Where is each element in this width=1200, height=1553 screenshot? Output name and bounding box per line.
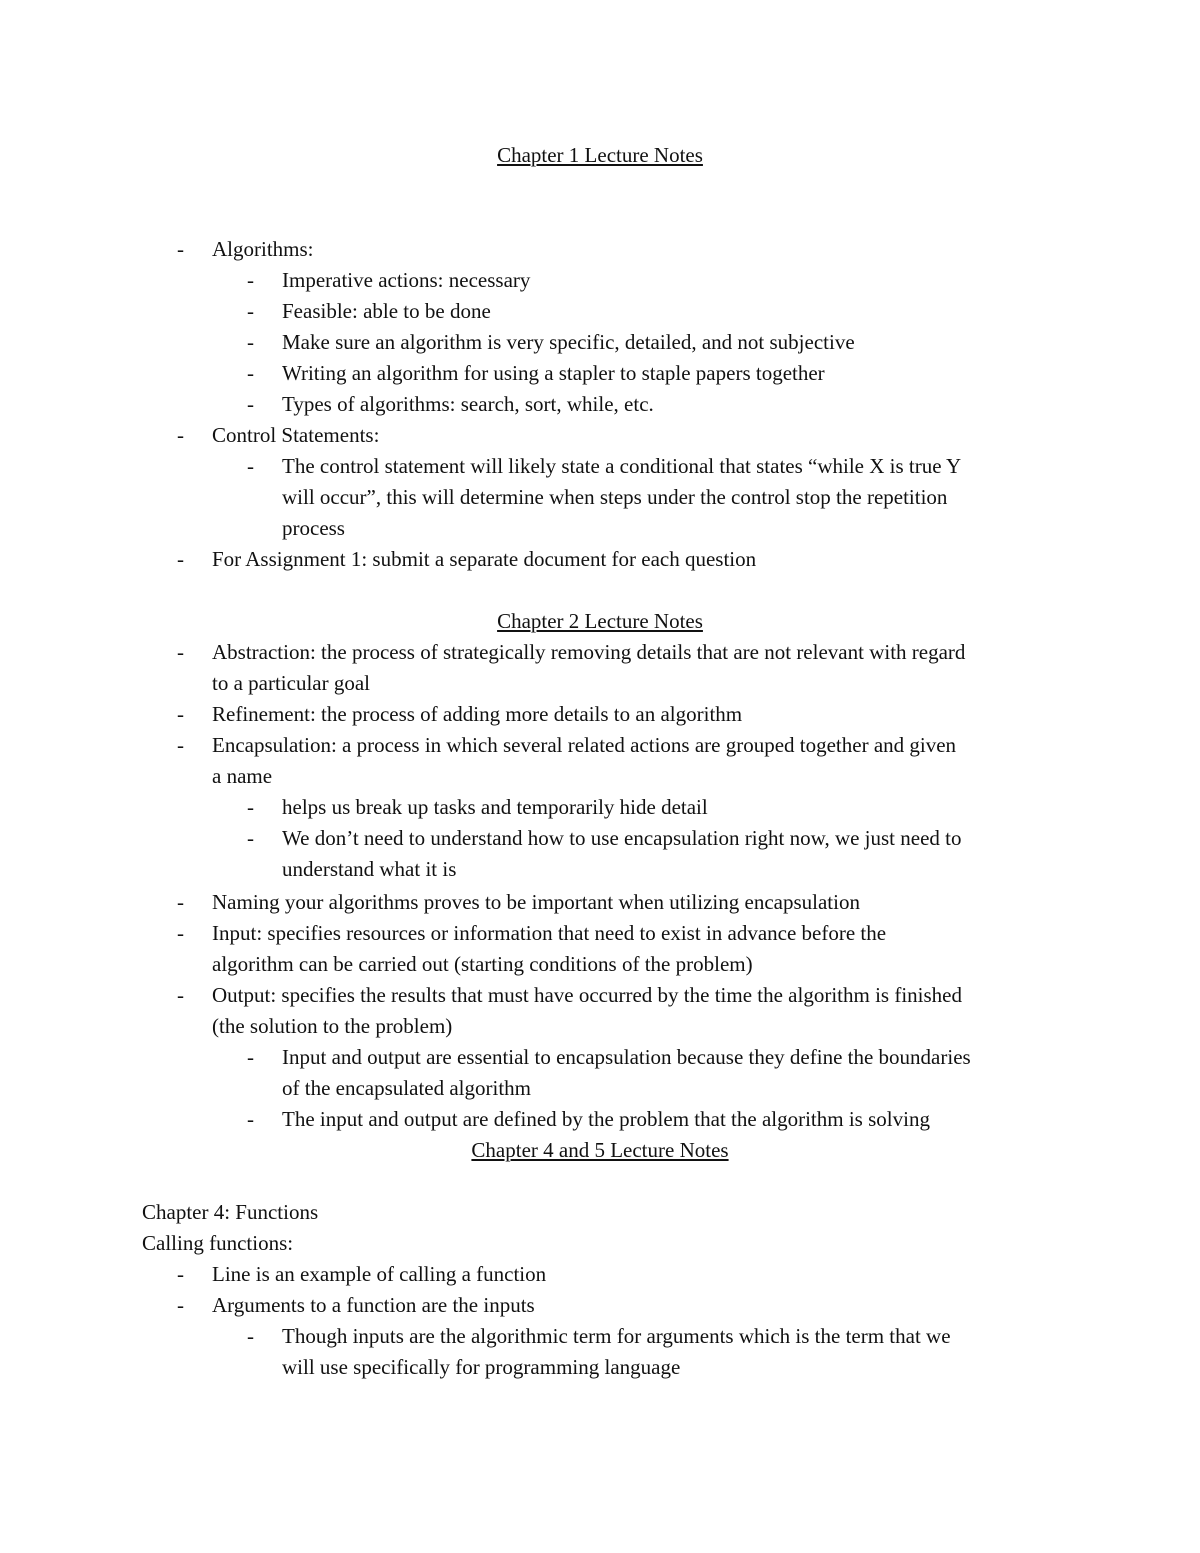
list-item: Feasible: able to be done	[282, 299, 491, 323]
list-item-continuation: will use specifically for programming language	[282, 1355, 681, 1379]
bullet-dash: -	[247, 1324, 254, 1348]
list-item: The control statement will likely state a conditional that states “while X is true Y	[282, 454, 962, 478]
list-item: helps us break up tasks and temporarily hide detail	[282, 795, 708, 819]
list-item: The input and output are defined by the problem that the algorithm is solving	[282, 1107, 930, 1131]
list-item: Output: specifies the results that must have occurred by the time the algorithm is finished	[212, 983, 962, 1007]
control-statements-label: Control Statements:	[212, 423, 380, 447]
list-item: Encapsulation: a process in which several related actions are grouped together and given	[212, 733, 957, 757]
list-item: Naming your algorithms proves to be important when utilizing encapsulation	[212, 890, 860, 914]
bullet-dash: -	[177, 983, 184, 1007]
bullet-dash: -	[177, 1262, 184, 1286]
assignment-note: For Assignment 1: submit a separate document for each question	[212, 547, 757, 571]
list-item-continuation: a name	[212, 764, 273, 788]
bullet-dash: -	[247, 1045, 254, 1069]
bullet-dash: -	[247, 330, 254, 354]
bullet-dash: -	[177, 547, 184, 571]
list-item: Refinement: the process of adding more details to an algorithm	[212, 702, 743, 726]
chapter-2-title: Chapter 2 Lecture Notes	[497, 609, 703, 633]
bullet-dash: -	[247, 299, 254, 323]
list-item: Writing an algorithm for using a stapler to staple papers together	[282, 361, 825, 385]
bullet-dash: -	[177, 423, 184, 447]
bullet-dash: -	[177, 640, 184, 664]
list-item: Input and output are essential to encapsulation because they define the boundaries	[282, 1045, 971, 1069]
list-item: Make sure an algorithm is very specific, detailed, and not subjective	[282, 330, 855, 354]
bullet-dash: -	[247, 361, 254, 385]
bullet-dash: -	[247, 392, 254, 416]
list-item-continuation: (the solution to the problem)	[212, 1014, 453, 1038]
bullet-dash: -	[177, 921, 184, 945]
list-item-continuation: understand what it is	[282, 857, 457, 881]
list-item-continuation: process	[282, 516, 345, 540]
bullet-dash: -	[247, 795, 254, 819]
chapter-4-subtitle: Chapter 4: Functions	[142, 1200, 319, 1224]
list-item-continuation: to a particular goal	[212, 671, 371, 695]
list-item: Imperative actions: necessary	[282, 268, 531, 292]
chapter-1-title: Chapter 1 Lecture Notes	[497, 143, 703, 167]
list-item: Arguments to a function are the inputs	[212, 1293, 535, 1317]
bullet-dash: -	[177, 237, 184, 261]
list-item: We don’t need to understand how to use encapsulation right now, we just need to	[282, 826, 962, 850]
bullet-dash: -	[177, 702, 184, 726]
bullet-dash: -	[177, 1293, 184, 1317]
bullet-dash: -	[247, 454, 254, 478]
bullet-dash: -	[177, 890, 184, 914]
algorithms-label: Algorithms:	[212, 237, 314, 261]
bullet-dash: -	[247, 826, 254, 850]
list-item: Line is an example of calling a function	[212, 1262, 547, 1286]
calling-functions-label: Calling functions:	[142, 1231, 294, 1255]
list-item-continuation: will occur”, this will determine when steps under the control stop the repetition	[282, 485, 948, 509]
list-item: Though inputs are the algorithmic term for arguments which is the term that we	[282, 1324, 951, 1348]
chapter-4-5-title: Chapter 4 and 5 Lecture Notes	[471, 1138, 729, 1162]
bullet-dash: -	[247, 268, 254, 292]
list-item: Types of algorithms: search, sort, while, etc.	[282, 392, 654, 416]
list-item-continuation: of the encapsulated algorithm	[282, 1076, 531, 1100]
list-item: Abstraction: the process of strategically removing details that are not relevant with regard	[212, 640, 966, 664]
bullet-dash: -	[177, 733, 184, 757]
list-item: Input: specifies resources or information that need to exist in advance before the	[212, 921, 887, 945]
bullet-dash: -	[247, 1107, 254, 1131]
list-item-continuation: algorithm can be carried out (starting conditions of the problem)	[212, 952, 753, 976]
